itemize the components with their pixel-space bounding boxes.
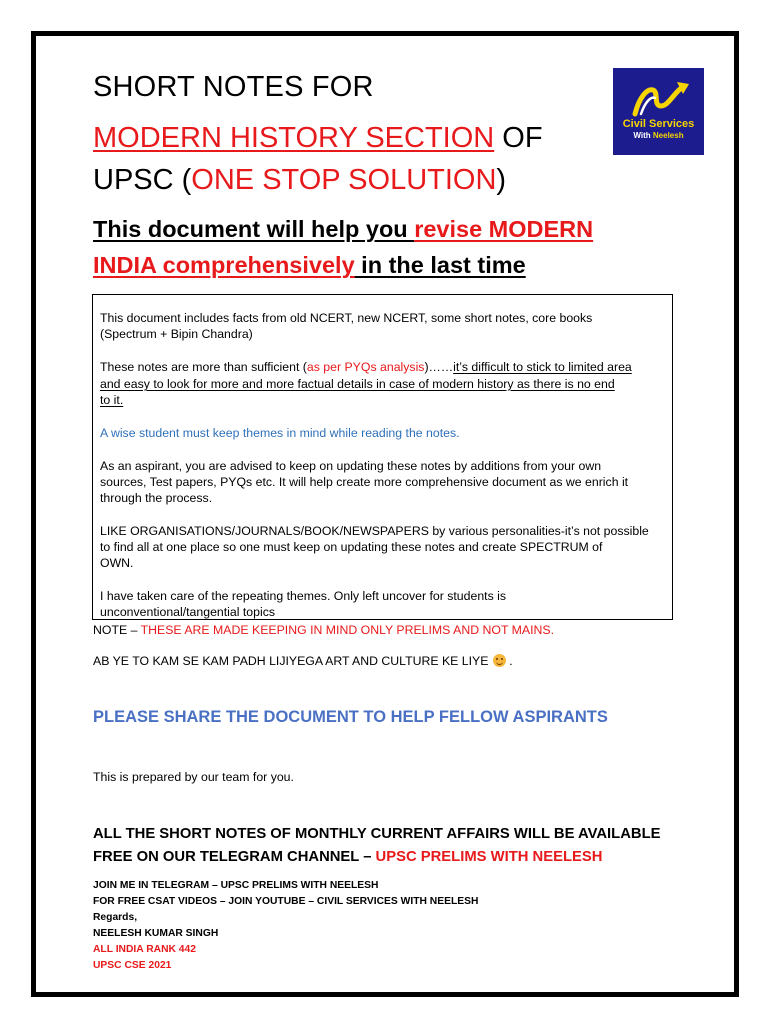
logo-neelesh: Neelesh [652, 131, 684, 140]
subtitle-line-1 [93, 216, 593, 243]
note-line [93, 623, 554, 637]
box-p5-line2: to find all at one place so one must keep on updating these notes and create SPECTRUM of [100, 540, 603, 554]
title-line-2 [93, 122, 543, 155]
telegram-l2-black: FREE ON OUR TELEGRAM CHANNEL – [93, 849, 376, 865]
civil-services-logo [613, 68, 704, 155]
telegram-line-1: ALL THE SHORT NOTES OF MONTHLY CURRENT AFFAIRS WILL BE AVAILABLE [93, 826, 661, 842]
box-p6-line2: unconventional/tangential topics [100, 605, 276, 619]
box-p6-line1: I have taken care of the repeating themes. Only left uncover for students is [100, 589, 507, 603]
title-text: SHORT NOTES FOR [93, 71, 374, 103]
subtitle-red-2: INDIA comprehensively [93, 252, 355, 278]
box-p2-underline-3: to it. [100, 393, 124, 407]
title-close-paren: ) [496, 164, 507, 196]
subtitle-black-1: This document will help you [93, 216, 415, 242]
box-p4-line2: sources, Test papers, PYQs etc. It will help create more comprehensive document as we enrich it [100, 475, 629, 489]
box-p2-a: These notes are more than sufficient ( [100, 360, 307, 374]
one-stop-solution: ONE STOP SOLUTION [191, 164, 497, 196]
logo-line-1: Civil Services [622, 118, 695, 130]
box-p5-line3: OWN. [100, 556, 134, 570]
footer-telegram: JOIN ME IN TELEGRAM – UPSC PRELIMS WITH NEELESH [93, 880, 379, 891]
note-text: THESE ARE MADE KEEPING IN MIND ONLY PRELIMS AND NOT MAINS. [140, 623, 555, 637]
ab-tail: . [505, 654, 513, 668]
note-label: NOTE – [93, 623, 141, 637]
subtitle-line-2 [93, 252, 526, 279]
box-p1-line1: This document includes facts from old NCERT, new NCERT, some short notes, core books [100, 311, 593, 325]
box-p3-themes: A wise student must keep themes in mind while reading the notes. [100, 426, 460, 440]
logo-swoosh-icon [613, 68, 704, 155]
box-p2-underline-1: it’s difficult to stick to limited area [453, 360, 632, 374]
box-p2-red: as per PYQs analysis [306, 360, 425, 374]
logo-line-2 [613, 131, 704, 140]
box-p5-line1: LIKE ORGANISATIONS/JOURNALS/BOOK/NEWSPAPERS by various personalities-it’s not possible [100, 524, 649, 538]
box-p2-line1 [100, 359, 632, 375]
box-p4-line3: through the process. [100, 491, 213, 505]
footer-exam: UPSC CSE 2021 [93, 960, 172, 971]
prepared-line: This is prepared by our team for you. [93, 770, 294, 784]
box-p2-b: )…… [424, 360, 454, 374]
smiley-icon [493, 654, 506, 667]
box-p2-underline-2: and easy to look for more and more factual details in case of modern history as there is no end [100, 377, 615, 391]
telegram-line-2 [93, 849, 602, 865]
title-upsc: UPSC ( [93, 164, 192, 196]
footer-regards: Regards, [93, 912, 138, 923]
title-line-3 [93, 164, 506, 197]
share-heading: PLEASE SHARE THE DOCUMENT TO HELP FELLOW ASPIRANTS [93, 708, 608, 726]
subtitle-black-2: in the last time [354, 252, 526, 278]
footer-author: NEELESH KUMAR SINGH [93, 928, 219, 939]
title-line-1 [93, 71, 374, 104]
ab-line-text: AB YE TO KAM SE KAM PADH LIJIYEGA ART AND CULTURE KE LIYE [93, 654, 489, 668]
subtitle-red-1: revise MODERN [414, 216, 594, 242]
logo-with: With [633, 131, 653, 140]
box-p1-line2: (Spectrum + Bipin Chandra) [100, 327, 253, 341]
ab-line [93, 654, 513, 668]
box-p4-line1: As an aspirant, you are advised to keep on updating these notes by additions from your own [100, 459, 602, 473]
telegram-channel-name: UPSC PRELIMS WITH NEELESH [375, 849, 603, 865]
title-of: OF [494, 122, 543, 154]
modern-history-section: MODERN HISTORY SECTION [93, 122, 495, 154]
footer-youtube: FOR FREE CSAT VIDEOS – JOIN YOUTUBE – CIVIL SERVICES WITH NEELESH [93, 896, 479, 907]
notes-box [92, 294, 673, 620]
footer-rank: ALL INDIA RANK 442 [93, 944, 196, 955]
